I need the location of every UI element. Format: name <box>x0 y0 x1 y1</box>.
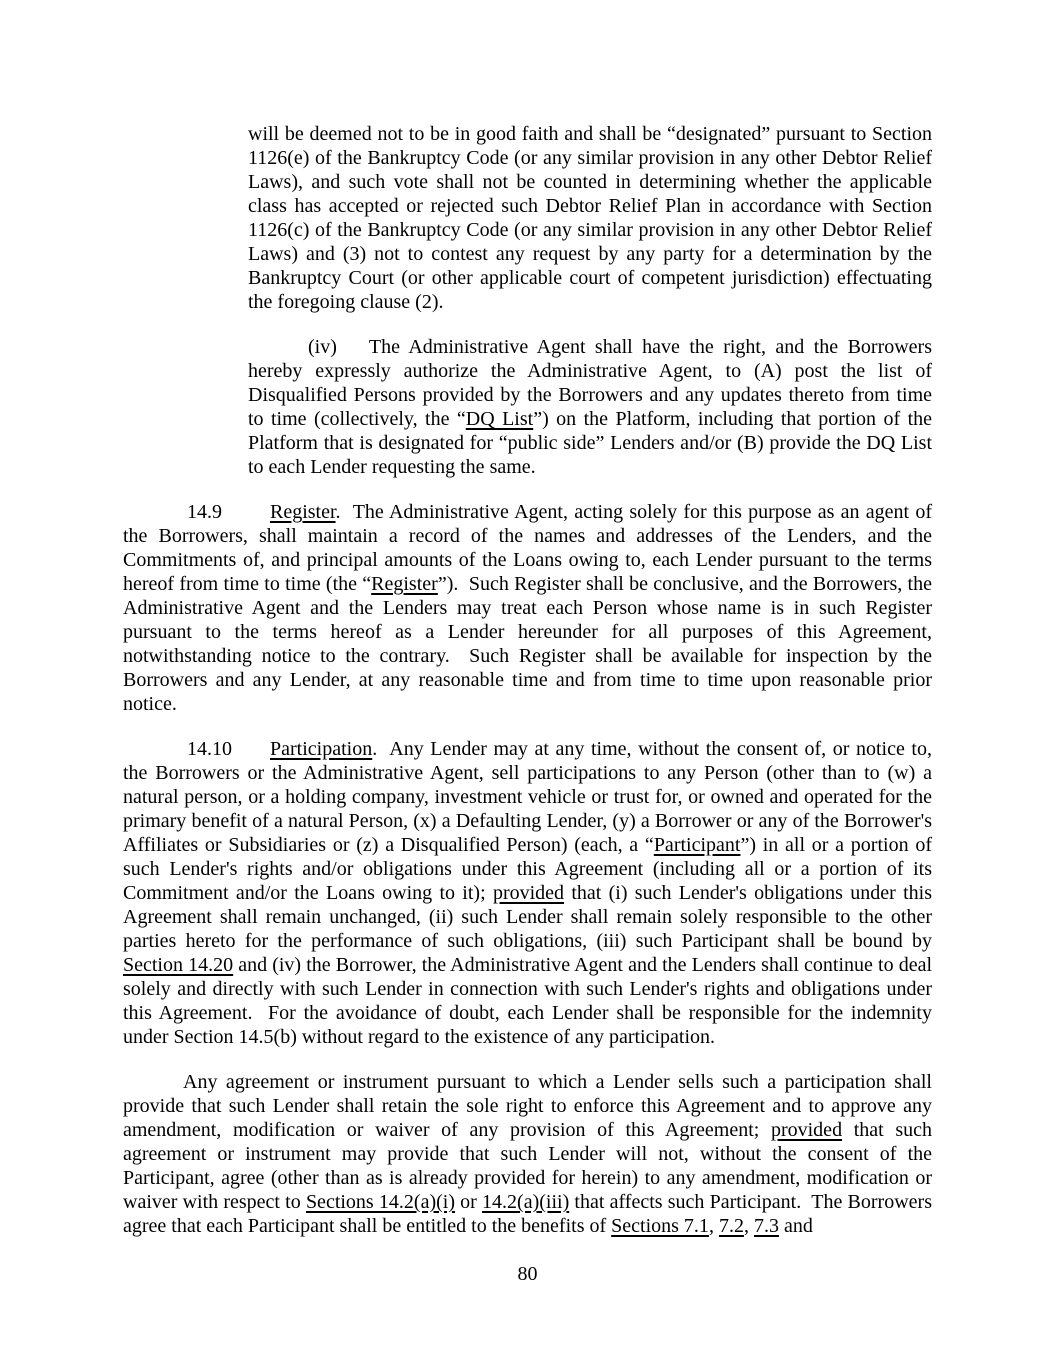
text-run: ”). Such Register shall be conclusive, and the Borrowers, the Administrative Agent and the Lenders may treat each Person whose name is in such Register pursuant to the terms hereof as a Lender hereunder for all purposes of this Agreement, notwithstanding notice to the contrary. Such Register shall be available for inspection by the Borrowers and any Lender, at any reasonable time and from time to time upon reasonable prior notice. <box>123 573 932 715</box>
underlined-text-run: Section 14.20 <box>123 954 234 976</box>
text-run: that (i) such Lender's obligations under this Agreement shall remain unchanged, (ii) such Lender shall remain solely responsible to the other parties hereto for the performance of such obligations, (iii) such Participant shall be bound by <box>123 882 932 952</box>
page-number: 80 <box>517 1263 538 1285</box>
paragraph-participation-agreement-terms <box>123 1070 932 1238</box>
underlined-text-run: DQ List <box>465 408 534 430</box>
underlined-text-run: 14.2(a)(iii) <box>482 1191 570 1213</box>
document-body <box>123 122 932 1238</box>
underlined-text-run: provided <box>492 882 565 904</box>
text-run: will be deemed not to be in good faith and shall be “designated” pursuant to Section 1126(e) of the Bankruptcy Code (or any similar provision in any other Debtor Relief Laws), and such vote shall not be counted in determining whether the applicable class has accepted or rejected such Debtor Relief Plan in accordance with Section 1126(c) of the Bankruptcy Code (or any similar provision in any other Debtor Relief Laws) and (3) not to contest any request by any party for a determination by the Bankruptcy Court (or other applicable court of competent jurisdiction) effectuating the foregoing clause (2). <box>248 123 932 313</box>
text-run: ”) in all or a portion of such Lender's rights and/or obligations under this Agreement (including all or a portion of its Commitment and/or the Loans owing to it); <box>123 834 932 904</box>
text-run: and (iv) the Borrower, the Administrative Agent and the Lenders shall continue to deal solely and directly with such Lender in connection with such Lender's rights and obligations under this Agreement. For the avoidance of doubt, each Lender shall be responsible for the indemnity under Section 14.5(b) without regard to the existence of any participation. <box>123 954 932 1048</box>
section-14-9-register <box>123 500 932 716</box>
underlined-text-run: Sections 14.2(a)(i) <box>305 1191 455 1213</box>
text-run: ”) on the Platform, including that portion of the Platform that is designated for “public side” Lenders and/or (B) provide the DQ List to each Lender requesting the same. <box>248 408 932 478</box>
text-run: that such agreement or instrument may provide that such Lender will not, without the consent of the Participant, agree (other than as is already provided for herein) to any amendment, modification or waiver with respect to <box>123 1119 932 1213</box>
underlined-text-run: 7.2 <box>718 1215 744 1237</box>
paragraph-iv-dq-list <box>248 335 932 479</box>
underlined-text-run: provided <box>770 1119 843 1141</box>
section-14-10-participation <box>123 737 932 1049</box>
paragraph-designated-vote-clause <box>248 122 932 314</box>
text-run: 14.10 <box>187 738 232 760</box>
text-run: , <box>708 1215 719 1237</box>
underlined-text-run: 7.3 <box>753 1215 779 1237</box>
text-run: 14.9 <box>187 501 222 523</box>
text-run: , <box>743 1215 754 1237</box>
text-run: and <box>778 1215 813 1237</box>
underlined-text-run: Participation <box>270 738 373 760</box>
text-run: Any agreement or instrument pursuant to which a Lender sells such a participation shall provide that such Lender shall retain the sole right to enforce this Agreement and to approve any amendment, modification or waiver of any provision of this Agreement; <box>123 1071 932 1141</box>
underlined-text-run: Sections 7.1 <box>611 1215 709 1237</box>
underlined-text-run: Register <box>270 501 336 523</box>
text-run: The Administrative Agent shall have the right, and the Borrowers hereby expressly authorize the Administrative Agent, to (A) post the list of Disqualified Persons provided by the Borrowers and any updates thereto from time to time (collectively, the “ <box>248 336 932 430</box>
text-run: that affects such Participant. The Borrowers agree that each Participant shall be entitled to the benefits of <box>123 1191 932 1237</box>
underlined-text-run: Register <box>371 573 438 595</box>
text-run: . Any Lender may at any time, without the consent of, or notice to, the Borrowers or the Administrative Agent, sell participations to any Person (other than to (w) a natural person, or a holding company, investment vehicle or trust for, or owned and operated for the primary benefit of a natural Person, (x) a Defaulting Lender, (y) a Borrower or any of the Borrower's Affiliates or Subsidiaries or (z) a Disqualified Person) (each, a “ <box>123 738 932 856</box>
underlined-text-run: Participant <box>653 834 741 856</box>
text-run: . The Administrative Agent, acting solely for this purpose as an agent of the Borrowers, shall maintain a record of the names and addresses of the Lenders, and the Commitments of, and principal amounts of the Loans owing to, each Lender pursuant to the terms hereof from time to time (the “ <box>123 501 932 595</box>
text-run: or <box>454 1191 483 1213</box>
text-run: (iv) <box>308 336 337 358</box>
